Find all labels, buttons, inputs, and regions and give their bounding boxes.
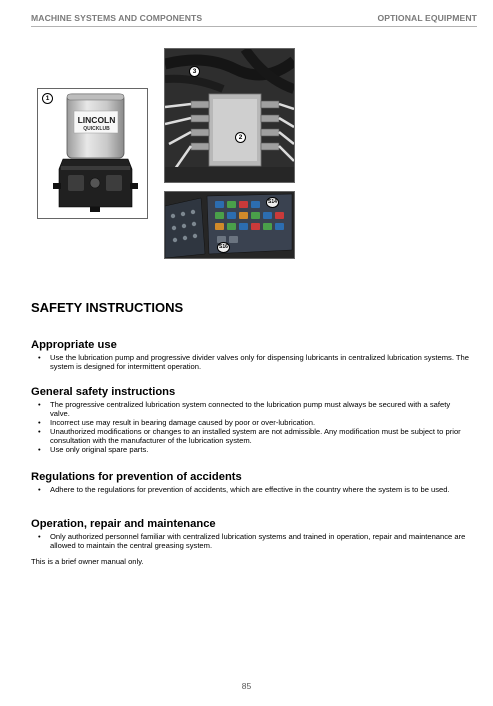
bullet-list-operation-maintenance: [38, 532, 470, 550]
list-item: • The progressive centralized lubrication system connected to the lubrication pump must always be secured with a safety valve.: [38, 400, 451, 418]
keypad-callout-s14: S14: [266, 197, 279, 208]
divider-valve-figure: [164, 48, 295, 183]
pump-callout: 1: [42, 93, 53, 104]
header-rule: [31, 26, 477, 27]
owner-manual-note: This is a brief owner manual only.: [31, 557, 144, 566]
page-number: 85: [241, 681, 252, 691]
pump-model-label: QUICKLUB: [83, 126, 110, 132]
section-title: SAFETY INSTRUCTIONS: [31, 300, 184, 315]
divider-callout-2: 2: [235, 132, 246, 143]
bullet-list-general-safety: [38, 400, 470, 454]
list-item: • Use only original spare parts.: [38, 445, 149, 454]
divider-callout-3: 3: [189, 66, 200, 77]
list-item: • Adhere to the regulations for prevention of accidents, which are effective in the country where the system is to be used.: [38, 485, 450, 494]
header-right: OPTIONAL EQUIPMENT: [377, 13, 477, 23]
list-item: • Incorrect use may result in bearing damage caused by poor or over-lubrication.: [38, 418, 316, 427]
keypad-callout-s16: S16: [217, 242, 230, 253]
heading-accident-prevention: Regulations for prevention of accidents: [31, 471, 242, 483]
heading-operation-maintenance: Operation, repair and maintenance: [31, 518, 216, 530]
bullet-list-accident-prevention: [38, 485, 470, 494]
list-item: • Unauthorized modifications or changes to an installed system are not admissible. Any modification must be subject to prior consultation with the manufacturer of the lubrication system.: [38, 427, 461, 445]
keypad-figure: [164, 191, 295, 259]
heading-general-safety: General safety instructions: [31, 386, 176, 398]
list-item: • Only authorized personnel familiar with centralized lubrication systems and trained in operation, repair and maintenance are allowed to maintain the central greasing system.: [38, 532, 466, 550]
heading-appropriate-use: Appropriate use: [31, 339, 117, 351]
lubrication-pump-image: [38, 89, 147, 218]
header-left: MACHINE SYSTEMS AND COMPONENTS: [31, 13, 203, 23]
pump-brand-label: LINCOLN: [77, 115, 116, 125]
divider-valve-image: [165, 49, 294, 182]
bullet-list-appropriate-use: [38, 353, 470, 371]
pump-figure: [37, 88, 148, 219]
list-item: • Use the lubrication pump and progressive divider valves only for dispensing lubricants in centralized lubrication systems. The system is designed for intermittent operation.: [38, 353, 469, 371]
